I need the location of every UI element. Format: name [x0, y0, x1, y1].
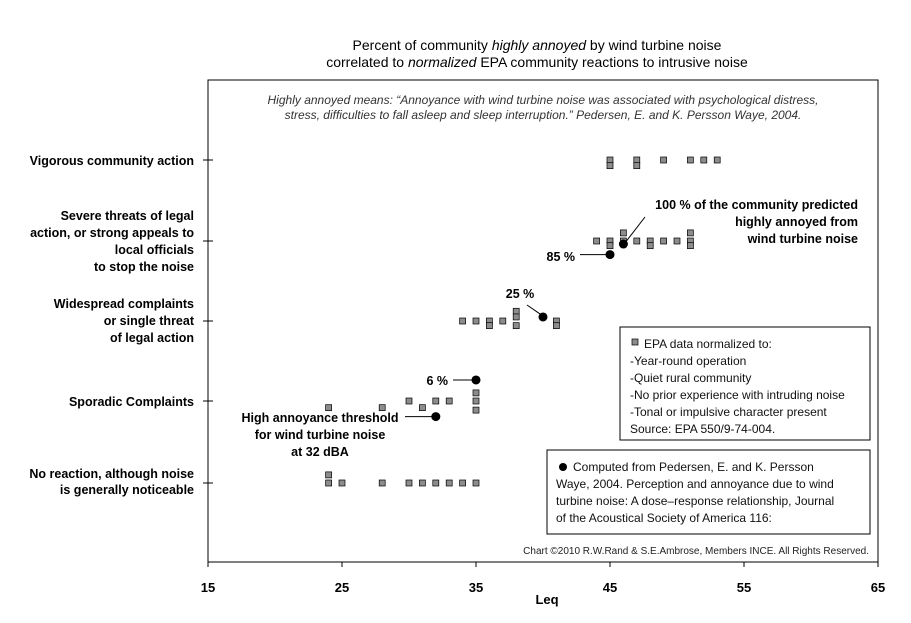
- title-part: correlated to: [326, 54, 408, 70]
- leader-line: [527, 305, 540, 314]
- title-part: Percent of community: [352, 37, 492, 53]
- epa-point: [406, 480, 412, 486]
- epa-point: [473, 318, 479, 324]
- epa-point: [419, 480, 425, 486]
- epa-point: [473, 390, 479, 396]
- epa-point: [473, 480, 479, 486]
- pedersen-point: [472, 375, 481, 384]
- epa-point: [446, 480, 452, 486]
- pedersen-series: [431, 240, 628, 422]
- epa-point: [687, 157, 693, 163]
- y-category-label: local officials: [114, 243, 194, 257]
- epa-point: [419, 405, 425, 411]
- legend-pedersen-line: Waye, 2004. Perception and annoyance due to wind: [556, 477, 834, 491]
- epa-point: [553, 323, 559, 329]
- pedersen-point: [606, 250, 615, 259]
- x-axis: [201, 562, 885, 595]
- note-line1: Highly annoyed means: “Annoyance with wind turbine noise was associated with psychological distress,: [267, 93, 819, 107]
- legend-pedersen-marker: [559, 463, 567, 471]
- epa-point: [460, 318, 466, 324]
- epa-point: [634, 238, 640, 244]
- epa-point: [513, 308, 519, 314]
- epa-point: [687, 230, 693, 236]
- x-tick-label: 45: [602, 580, 618, 595]
- epa-point: [326, 472, 332, 478]
- epa-point: [433, 398, 439, 404]
- legend-epa: [620, 327, 870, 440]
- pedersen-point: [431, 412, 440, 421]
- copyright-text: Chart ©2010 R.W.Rand & S.E.Ambrose, Members INCE. All Rights Reserved.: [523, 546, 869, 557]
- annotation-label: wind turbine noise: [747, 232, 858, 246]
- note-line2: stress, difficulties to fall asleep and sleep interruption.” Pedersen, E. and K. Persson Waye, 2004.: [284, 108, 802, 122]
- annotation-label: 85 %: [546, 250, 575, 264]
- chart-title-line1: [353, 37, 722, 53]
- x-tick-label: 25: [334, 580, 350, 595]
- legend-epa-line: Source: EPA 550/9-74-004.: [630, 422, 776, 436]
- legend-epa-line: -Tonal or impulsive character present: [630, 405, 827, 419]
- y-category-label: Severe threats of legal: [60, 209, 194, 223]
- legend-epa-marker: [632, 339, 638, 345]
- y-category-label: Widespread complaints: [53, 297, 194, 311]
- x-tick-label: 65: [870, 580, 886, 595]
- annotation-label: highly annoyed from: [735, 215, 858, 229]
- title-part: by wind turbine noise: [586, 37, 722, 53]
- legend-pedersen-line: of the Acoustical Society of America 116:: [556, 511, 772, 525]
- annotation-label: High annoyance threshold: [241, 411, 399, 425]
- epa-point: [634, 157, 640, 163]
- epa-point: [446, 398, 452, 404]
- x-tick-label: 35: [468, 580, 484, 595]
- x-tick-label: 55: [736, 580, 752, 595]
- epa-point: [513, 323, 519, 329]
- epa-point: [473, 407, 479, 413]
- y-category-label: Vigorous community action: [29, 154, 194, 168]
- epa-point: [714, 157, 720, 163]
- y-category-label: or single threat: [103, 314, 194, 328]
- legend-pedersen: [547, 450, 870, 534]
- legend-epa-line: EPA data normalized to:: [644, 337, 772, 351]
- epa-point: [379, 480, 385, 486]
- epa-point: [647, 243, 653, 249]
- epa-point: [433, 480, 439, 486]
- title-part: highly annoyed: [491, 37, 587, 53]
- leader-line: [626, 217, 645, 241]
- legend-epa-line: -Quiet rural community: [630, 371, 752, 385]
- epa-point: [473, 398, 479, 404]
- y-category-label: to stop the noise: [94, 260, 194, 274]
- annotation-label: at 32 dBA: [291, 445, 349, 459]
- title-part: EPA community reactions to intrusive noise: [476, 54, 748, 70]
- annotation-label: 100 % of the community predicted: [655, 198, 858, 212]
- epa-point: [326, 405, 332, 411]
- y-category-label: action, or strong appeals to: [30, 226, 194, 240]
- epa-point: [594, 238, 600, 244]
- y-category-label: No reaction, although noise: [29, 467, 194, 481]
- epa-point: [513, 314, 519, 320]
- epa-point: [661, 157, 667, 163]
- annotation-label: 6 %: [426, 374, 448, 388]
- y-category-label: is generally noticeable: [59, 483, 194, 497]
- epa-point: [607, 243, 613, 249]
- epa-point: [339, 480, 345, 486]
- annotation-label: for wind turbine noise: [254, 428, 386, 442]
- epa-point: [661, 238, 667, 244]
- epa-point: [406, 398, 412, 404]
- chart-title-line2: [326, 54, 748, 70]
- legend-pedersen-line: Computed from Pedersen, E. and K. Persson: [573, 460, 814, 474]
- epa-point: [620, 230, 626, 236]
- x-tick-label: 15: [200, 580, 216, 595]
- epa-point: [460, 480, 466, 486]
- epa-point: [607, 163, 613, 169]
- y-category-label: Sporadic Complaints: [68, 395, 194, 409]
- epa-point: [674, 238, 680, 244]
- y-category-label: of legal action: [109, 331, 194, 345]
- epa-point: [326, 480, 332, 486]
- epa-point: [486, 323, 492, 329]
- epa-point: [687, 243, 693, 249]
- title-part: normalized: [407, 54, 477, 70]
- annotation-label: 25 %: [505, 287, 535, 301]
- legend-epa-line: -Year-round operation: [630, 354, 747, 368]
- epa-point: [634, 163, 640, 169]
- epa-point: [607, 157, 613, 163]
- epa-point: [379, 405, 385, 411]
- epa-point: [701, 157, 707, 163]
- x-axis-title: Leq: [535, 592, 559, 607]
- legend-pedersen-line: turbine noise: A dose–response relationship, Journal: [556, 494, 835, 508]
- epa-point: [500, 318, 506, 324]
- y-axis: [29, 154, 213, 497]
- legend-epa-line: -No prior experience with intruding noise: [630, 388, 845, 402]
